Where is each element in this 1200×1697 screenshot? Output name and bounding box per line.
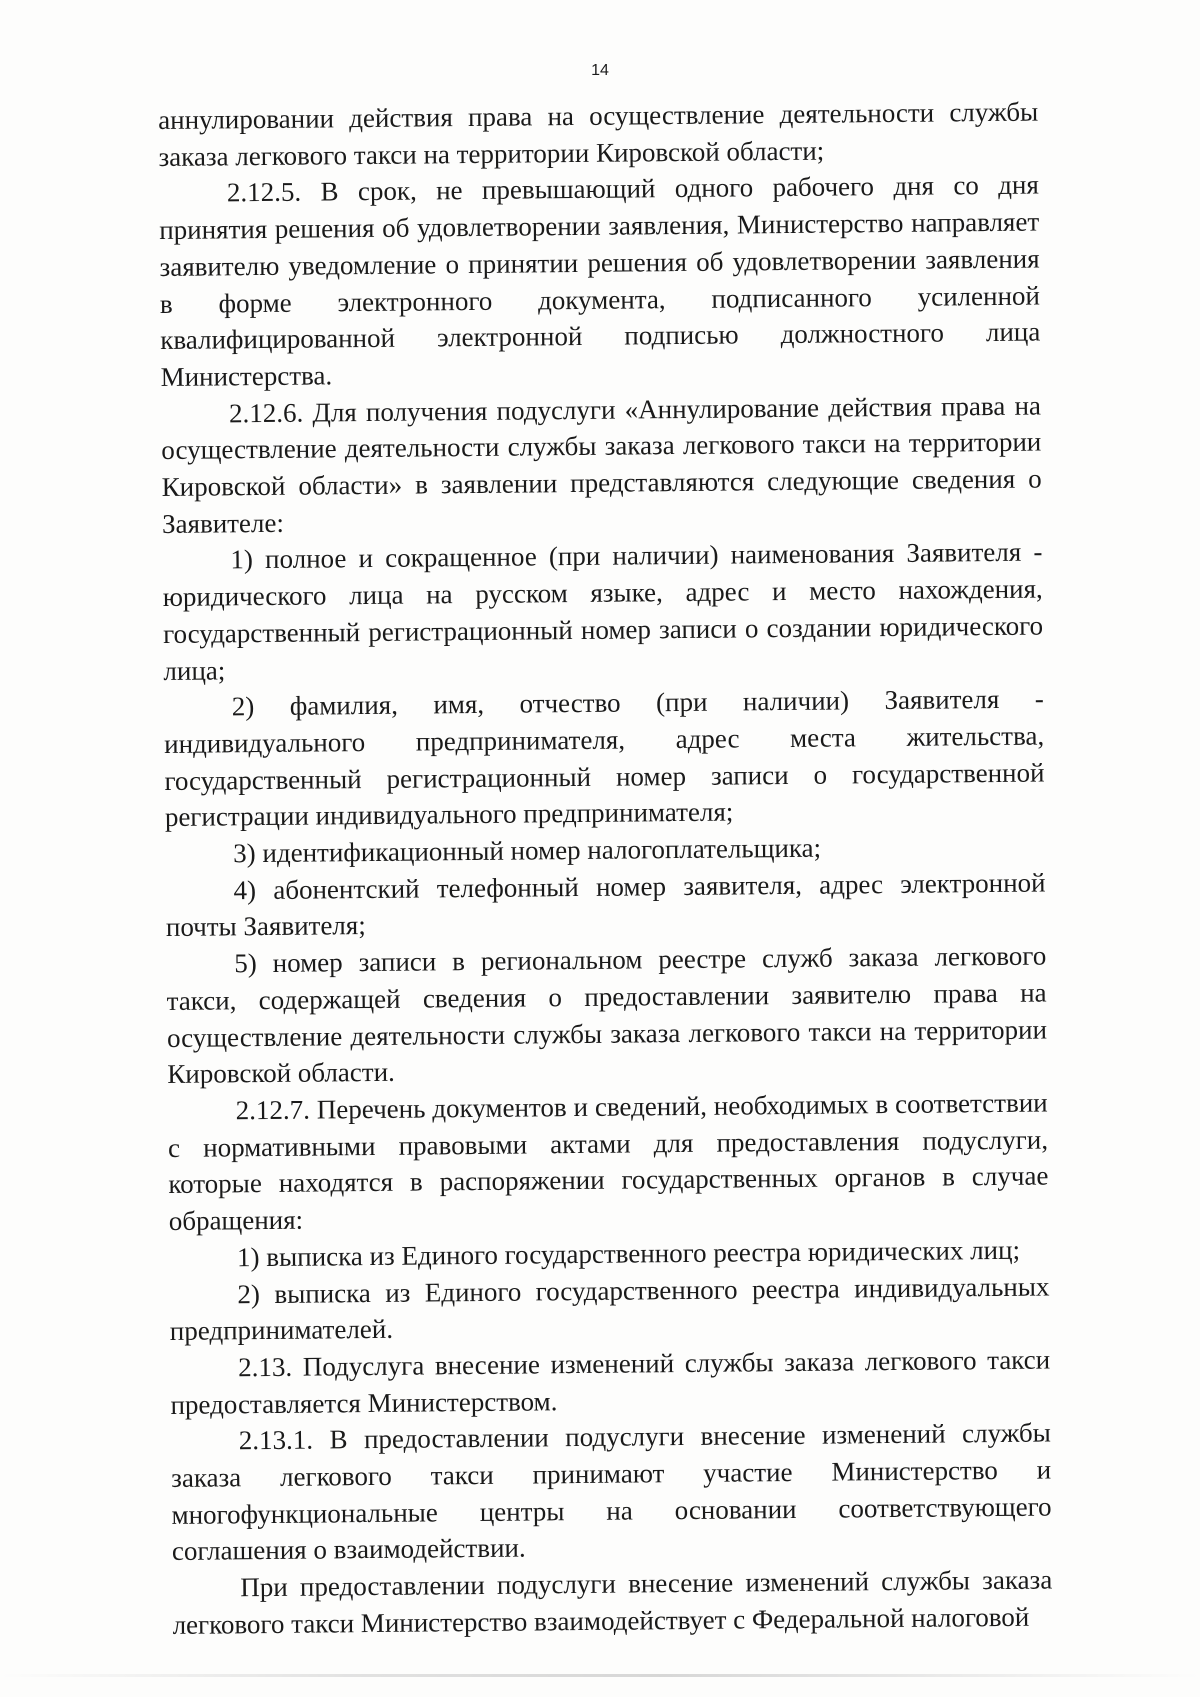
list-item-4: 4) абонентский телефонный номер заявителя, адрес электронной почты Заявителя; [165, 867, 1046, 943]
paragraph-2-12-5: 2.12.5. В срок, не превышающий одного рабочего дня со дня принятия решения об удовлетворении заявления, Министерство направляет заявителю уведомление о принятии решения об удовлетворении заявления в форме электронного документа, подписанного усиленной квалифицированной электронной подписью должностного лица Министерства. [159, 169, 1041, 392]
list-item-3: 3) идентификационный номер налогоплательщика; [233, 832, 822, 869]
paragraph-2-12-6: 2.12.6. Для получения подуслуги «Аннулирование действия права на осуществление деятельности службы заказа легкового такси на территории Кировской области» в заявлении представляются следующие сведения о Заявителе: [161, 390, 1042, 539]
list-item-2: 2) фамилия, имя, отчество (при наличии) Заявителя - индивидуального предпринимателя, адрес места жительства, государственный регистрационный номер записи о государственной регистрации индивидуального предпринимателя; [164, 683, 1045, 833]
paragraph-interaction: При предоставлении подуслуги внесение изменений службы заказа легкового такси Министерство взаимодействует с Федеральной налоговой [172, 1564, 1053, 1640]
list-item-extract-legal: 1) выписка из Единого государственного реестра юридических лиц; [236, 1234, 1021, 1273]
list-item-5: 5) номер записи в региональном реестре служб заказа легкового такси, содержащей сведения о предоставлении заявителю права на осуществление деятельности службы заказа легкового такси на территории Кировской области. [166, 940, 1048, 1090]
paragraph-2-13-1: 2.13.1. В предоставлении подуслуги внесение изменений службы заказа легкового такси принимают участие Министерство и многофункциональные центры на основании соответствующего соглашения о взаимодействии. [171, 1417, 1052, 1567]
list-item-1: 1) полное и сокращенное (при наличии) наименования Заявителя - юридического лица на русском языке, адрес и место нахождения, государственный регистрационный номер записи о создании юридического лица; [162, 536, 1044, 686]
paragraph-2-12-7: 2.12.7. Перечень документов и сведений, необходимых в соответствии с нормативными правовыми актами для предоставления подуслуги, которые находятся в распоряжении государственных органов в случае обращения: [167, 1087, 1049, 1237]
document-body [158, 94, 1053, 1644]
paragraph-2-13: 2.13. Подуслуга внесение изменений службы заказа легкового такси предоставляется Министерством. [170, 1344, 1051, 1420]
page-number: 14 [591, 62, 609, 79]
paragraph-continuation: аннулировании действия права на осуществление деятельности службы заказа легкового такси на территории Кировской области; [158, 96, 1039, 172]
list-item-extract-entrepreneurs: 2) выписка из Единого государственного реестра индивидуальных предпринимателей. [169, 1270, 1050, 1347]
scan-edge-artifact [0, 1674, 1200, 1677]
